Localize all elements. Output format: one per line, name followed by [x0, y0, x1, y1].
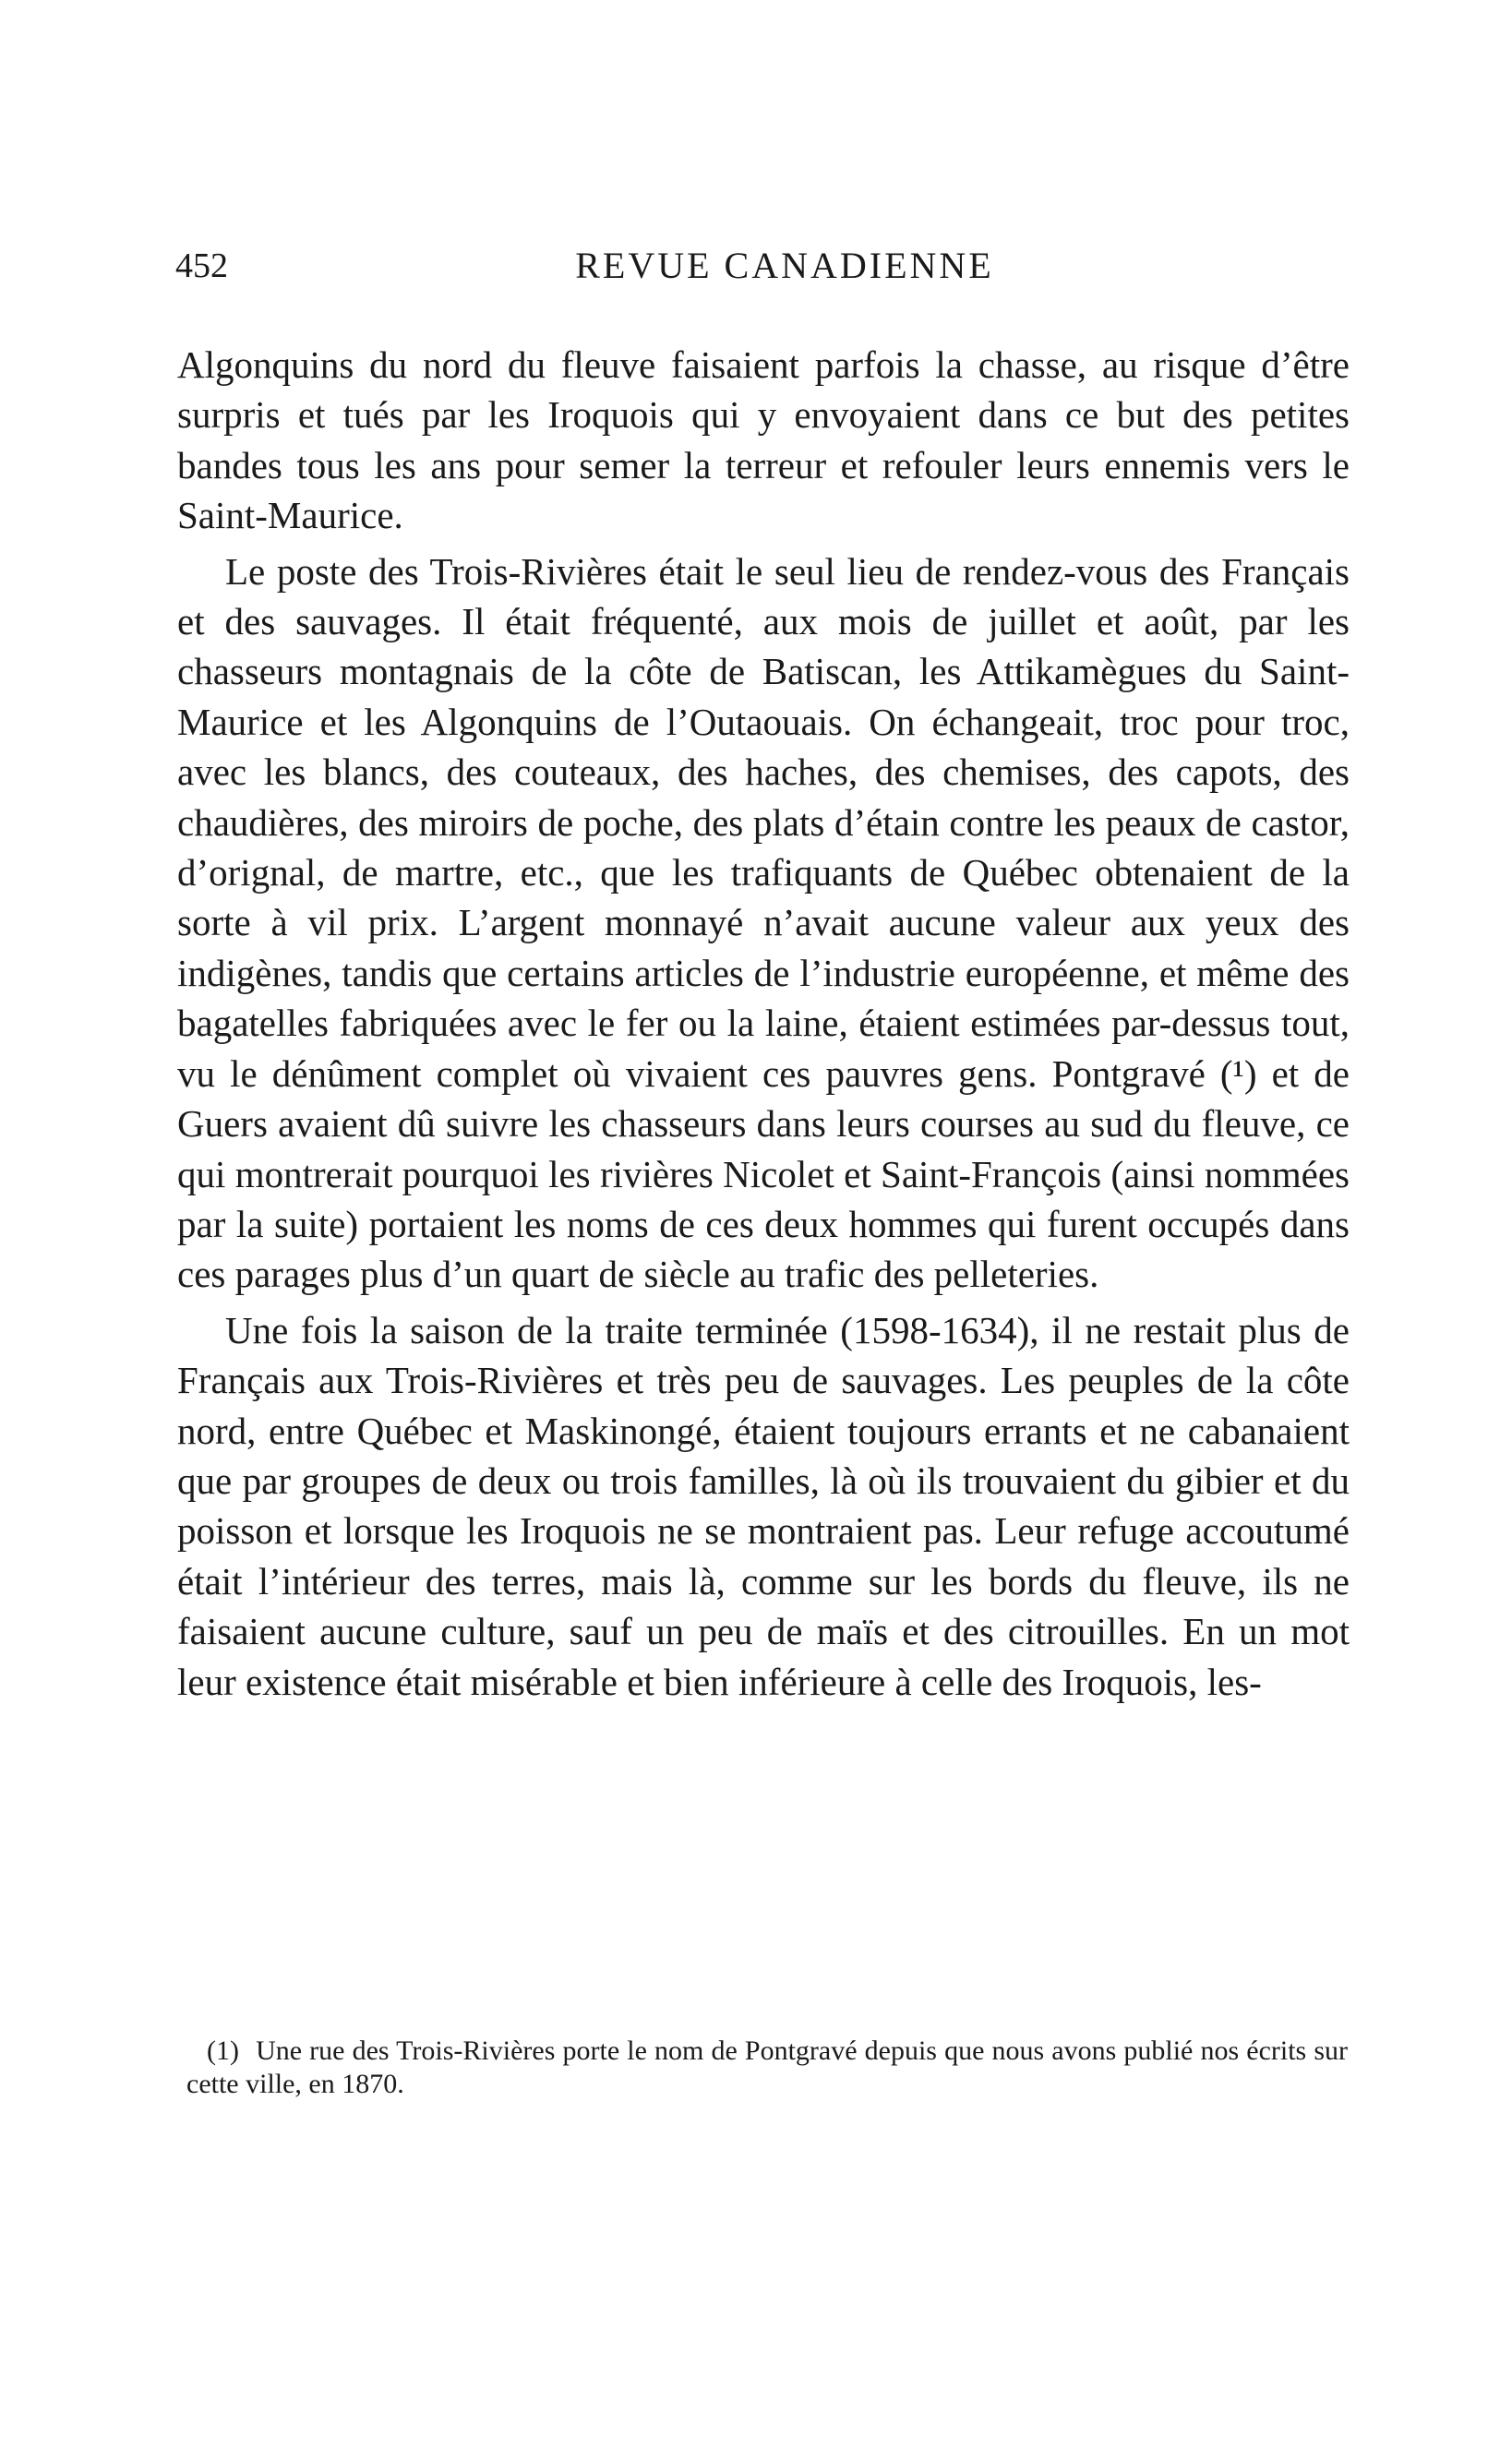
footnote-text: Une rue des Trois-Rivières porte le nom de Pontgravé depuis que nous avons publié nos écrits sur cette ville, en 1870. [186, 2035, 1348, 2099]
footnote-marker: (1) [207, 2035, 239, 2066]
paragraph-trade-season: Une fois la saison de la traite terminée (1598-1634), il ne restait plus de Français aux Trois-Rivières et très peu de sauvages. Les peuples de la côte nord, entre Québec et Maskinongé, étaient toujours errants et ne cabanaient que par groupes de deux ou trois familles, là où ils trouvaient du gibier et du poisson et lorsque les Iroquois ne se montraient pas. Leur refuge accoutumé était l’intérieur des terres, mais là, comme sur les bords du fleuve, ils ne faisaient aucune culture, sauf un peu de maïs et des citrouilles. En un mot leur existence était misérable et bien inférieure à celle des Iroquois, les- [177, 1308, 1350, 1703]
paragraph-continued: Algonquins du nord du fleuve faisaient parfois la chasse, au risque d’être surpris et tués par les Iroquois qui y envoyaient dans ce but des petites bandes tous les ans pour semer la terreur et refouler leurs ennemis vers le Saint-Maurice. [177, 343, 1350, 537]
paragraph-trois-rivieres-post: Le poste des Trois-Rivières était le seul lieu de rendez-vous des Français et des sauvages. Il était fréquenté, aux mois de juillet et août, par les chasseurs montagnais de la côte de Batiscan, les Attikamègues du Saint-Maurice et les Algonquins de l’Outaouais. On échangeait, troc pour troc, avec les blancs, des couteaux, des haches, des chemises, des capots, des chaudières, des miroirs de poche, des plats d’étain contre les peaux de castor, d’orignal, de martre, etc., que les trafiquants de Québec obtenaient de la sorte à vil prix. L’argent monnayé n’avait aucune valeur aux yeux des indigènes, tandis que certains articles de l’industrie européenne, et même des bagatelles fabriquées avec le fer ou la laine, étaient estimées par-dessus tout, vu le dénûment complet où vivaient ces pauvres gens. Pontgravé (¹) et de Guers avaient dû suivre les chasseurs dans leurs courses au sud du fleuve, ce qui montrerait pourquoi les rivières Nicolet et Saint-François (ainsi nommées par la suite) portaient les noms de ces deux hommes qui furent occupés dans ces parages plus d’un quart de siècle au trafic des pelleteries. [177, 549, 1350, 1296]
page-number: 452 [175, 246, 228, 285]
running-head [175, 238, 1350, 294]
journal-title: REVUE CANADIENNE [575, 245, 994, 286]
body-text [177, 340, 1350, 1712]
footnote [186, 2035, 1348, 2101]
